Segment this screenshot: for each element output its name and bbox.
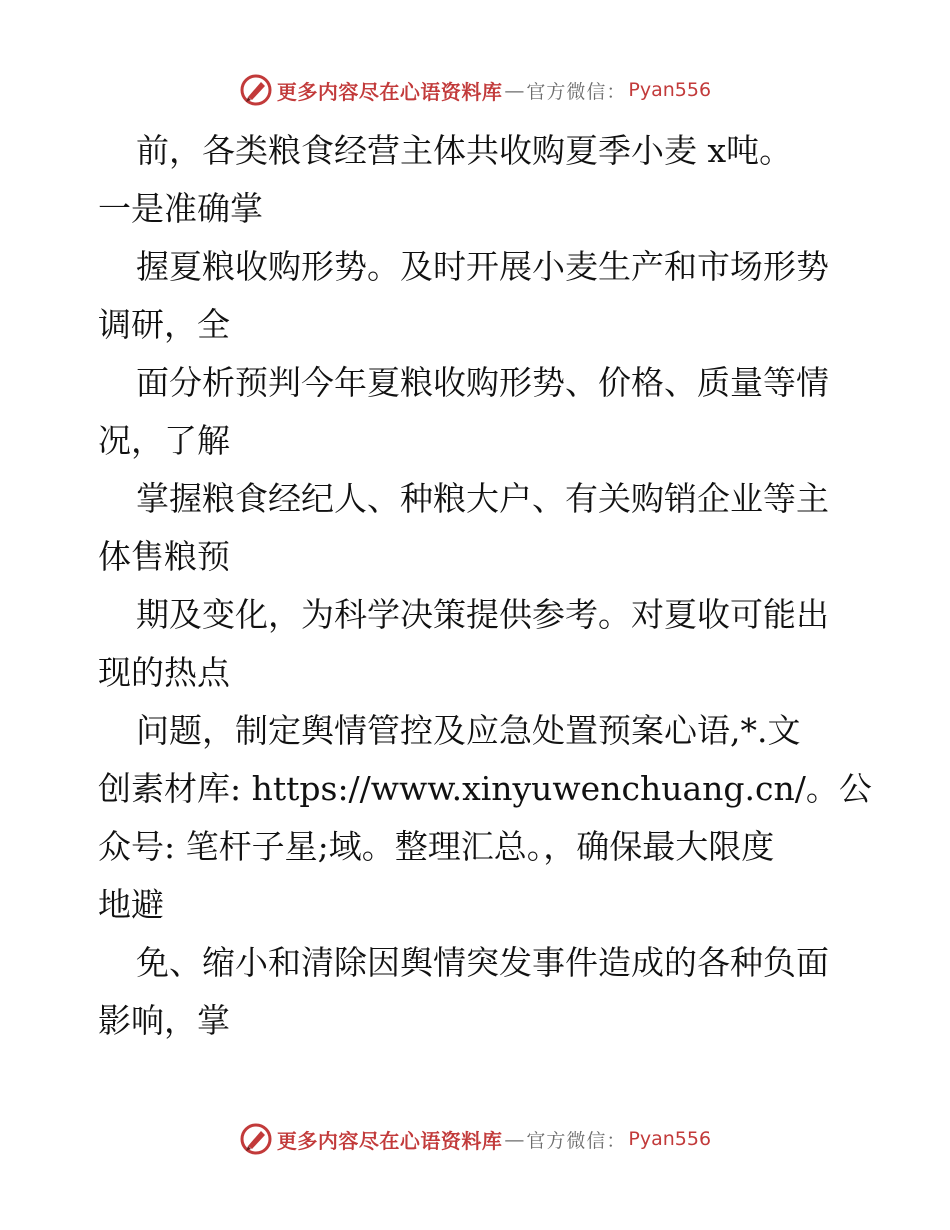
text-line: 免、缩小和清除因舆情突发事件造成的各种负面 <box>136 943 829 982</box>
footer-watermark <box>0 1119 950 1159</box>
text-line: 现的热点 <box>98 653 230 692</box>
text-line: 期及变化，为科学决策提供参考。对夏收可能出 <box>136 595 829 634</box>
watermark-wechat-label: 官方微信： <box>526 1129 627 1152</box>
text-line: 众号: 笔杆子星;域。整理汇总。，确保最大限度 <box>98 827 775 866</box>
text-line: 一是准确掌 <box>98 189 263 228</box>
text-line: 问题，制定舆情管控及应急处置预案心语,*.文 <box>136 711 801 750</box>
watermark-dash: — <box>504 78 525 102</box>
text-line: 况，了解 <box>98 421 230 460</box>
watermark-lead-text: 更多内容尽在心语资料库 <box>276 1128 503 1153</box>
watermark-wechat-id: Pyan556 <box>628 1128 712 1150</box>
body-text <box>98 122 872 1050</box>
watermark-wechat-label: 官方微信： <box>526 80 627 103</box>
text-line: 握夏粮收购形势。及时开展小麦生产和市场形势 <box>136 247 829 286</box>
text-line: 地避 <box>98 885 164 924</box>
pen-logo-icon <box>239 1122 273 1156</box>
text-line: 前，各类粮食经营主体共收购夏季小麦 x吨。 <box>136 131 793 170</box>
text-line: 面分析预判今年夏粮收购形势、价格、质量等情 <box>136 363 829 402</box>
pen-logo-icon <box>239 73 273 107</box>
text-line: 影响，掌 <box>98 1001 230 1040</box>
text-line: 体售粮预 <box>98 537 230 576</box>
header-watermark <box>0 70 950 110</box>
text-line: 掌握粮食经纪人、种粮大户、有关购销企业等主 <box>136 479 829 518</box>
text-line: 调研，全 <box>98 305 230 344</box>
watermark-lead-text: 更多内容尽在心语资料库 <box>276 79 503 104</box>
text-line: 创素材库: https://www.xinyuwenchuang.cn/。公 <box>98 769 872 808</box>
watermark-wechat-id: Pyan556 <box>628 79 712 101</box>
watermark-dash: — <box>504 1127 525 1151</box>
